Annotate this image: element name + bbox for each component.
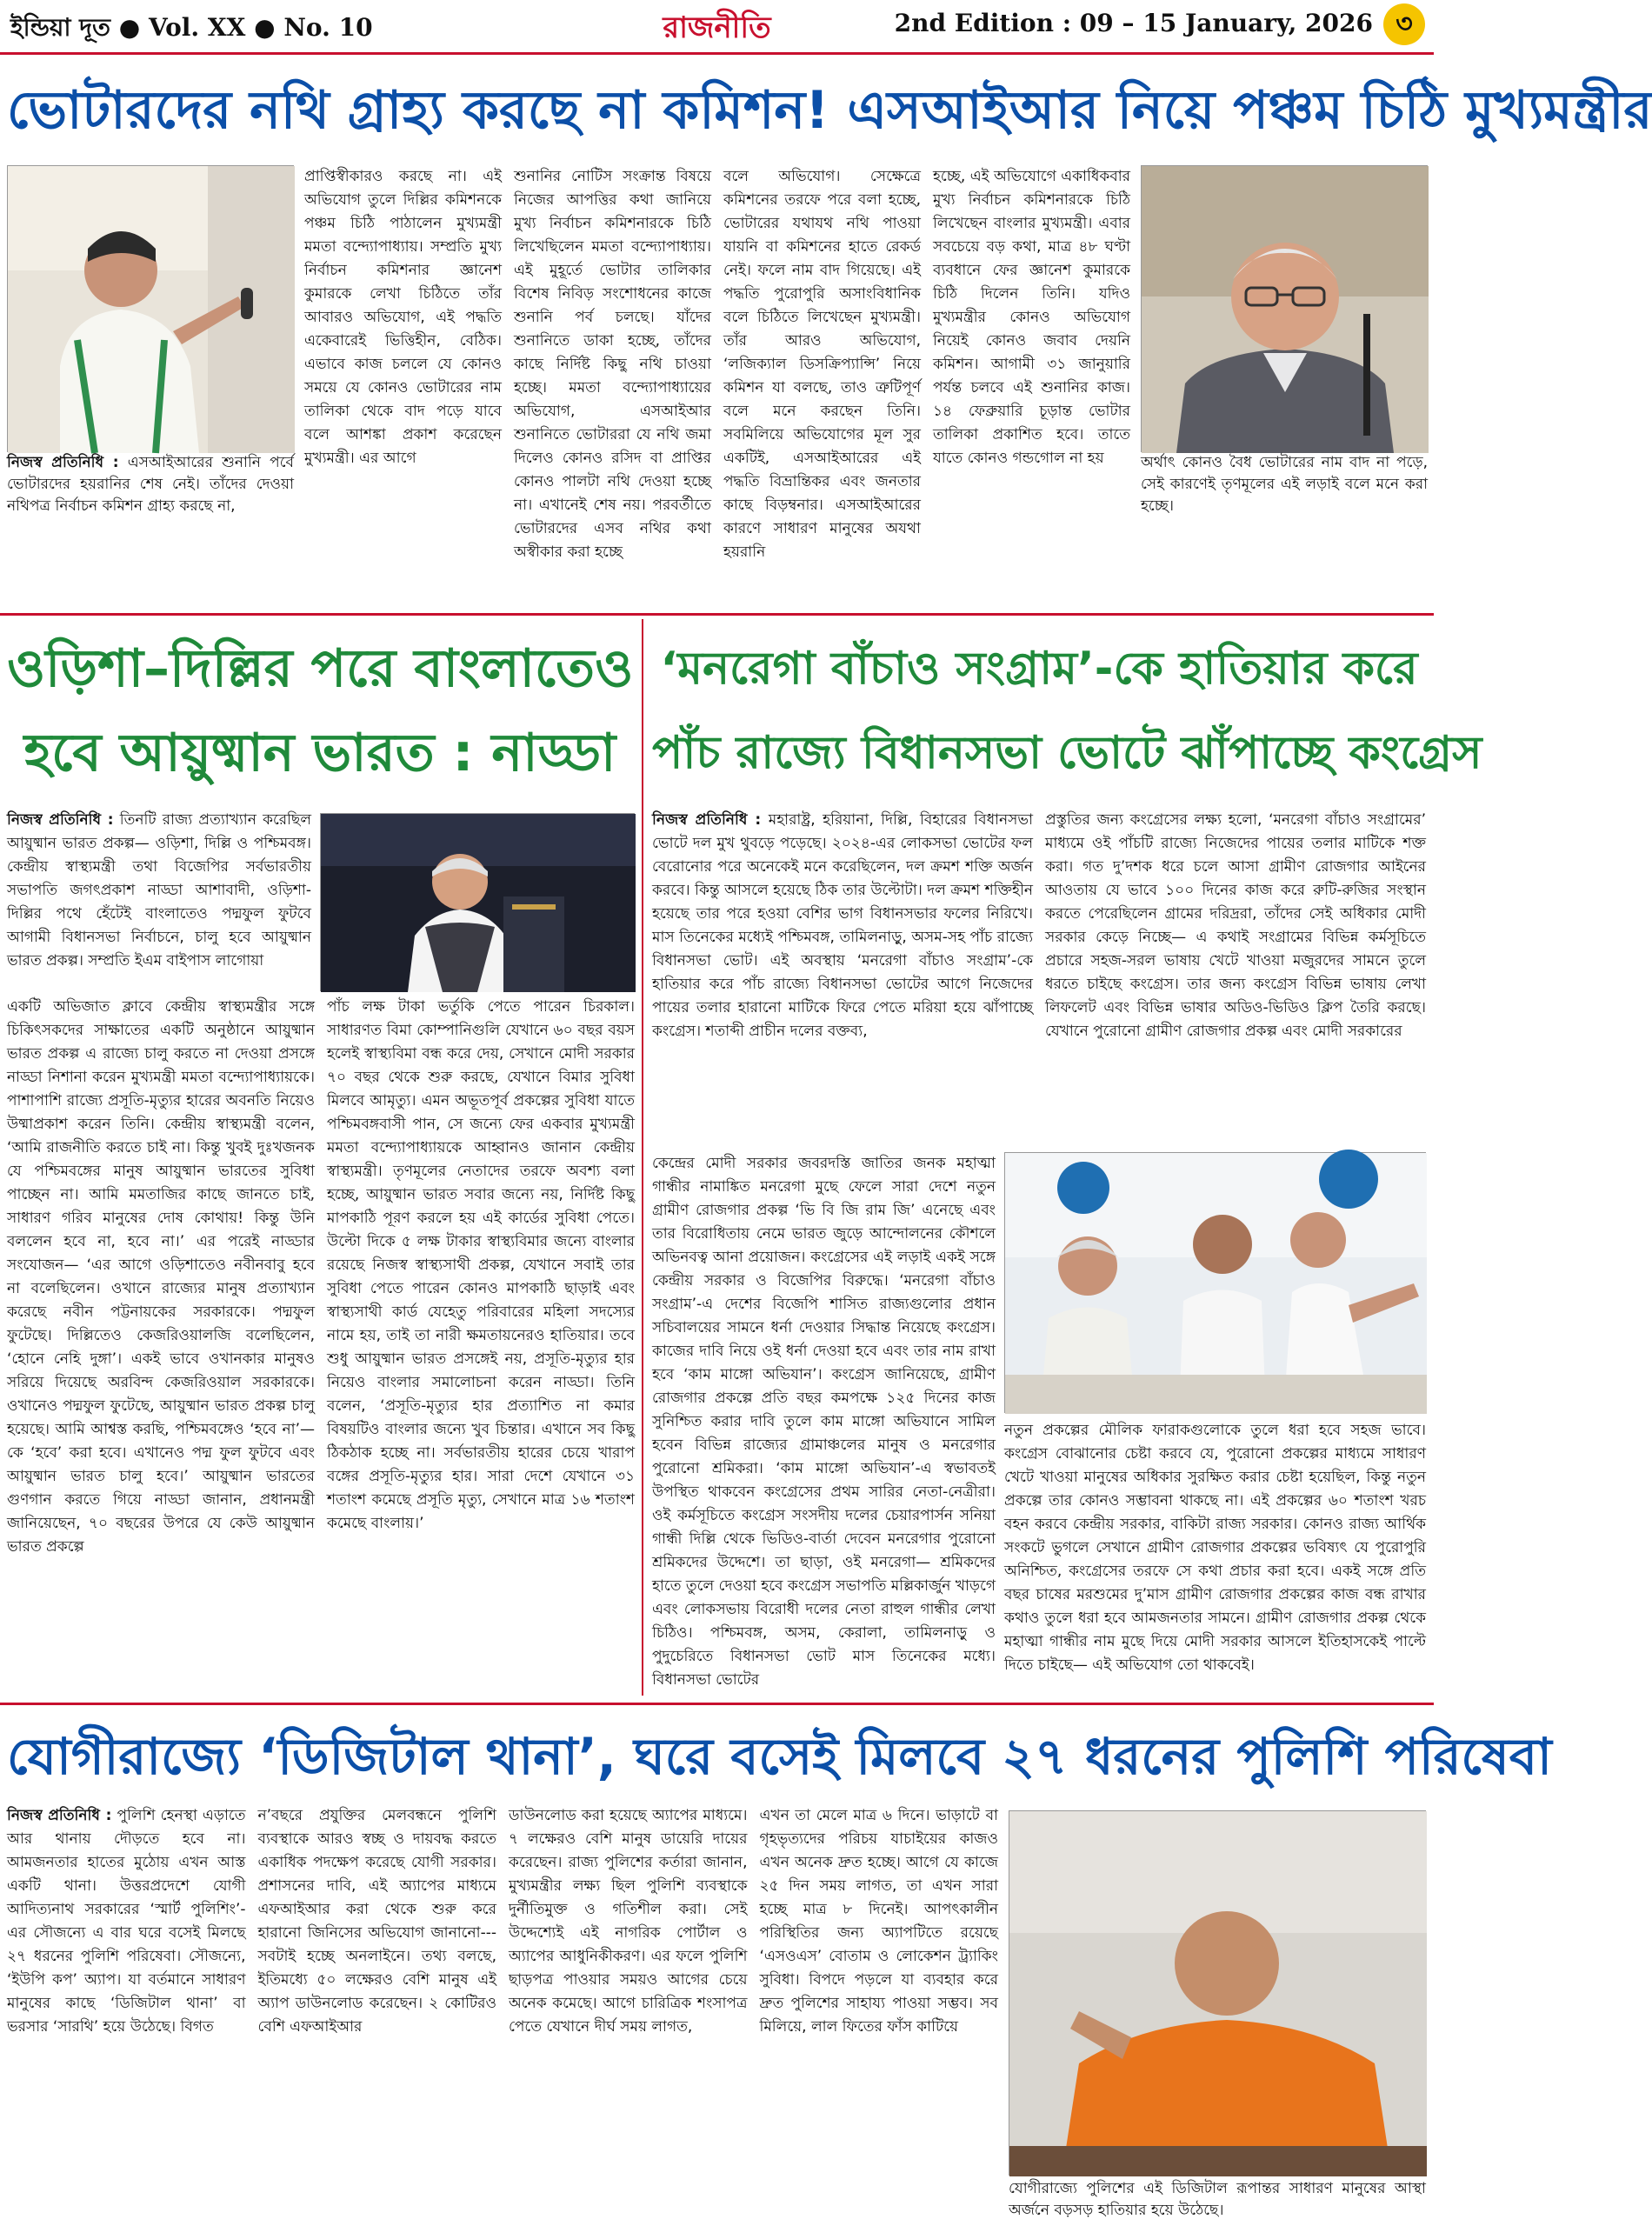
story3-lower-right [1004, 1419, 1426, 1696]
story3-lower-col2: নতুন প্রকল্পের মৌলিক ফারাকগুলোকে তুলে ধরা হবে সহজ ভাবে। কংগ্রেস বোঝানোর চেষ্টা করবে যে, পুরোনো প্রকল্পের মাধ্যমে সাধারণ খেটে খাওয়া মানুষের অধিকার সুরক্ষিত করার চেষ্টা হয়েছিল, কিন্তু নতুন প্রকল্পে তার কোনও সম্ভাবনা থাকছে না। এই প্রকল্পের ৬০ শতাংশ খরচ বহন করবে কেন্দ্রীয় সরকার, বাকিটা রাজ্য সরকার। কোনও রাজ্য আর্থিক সংকটে ভুগলে সেখানে গ্রামীণ রোজগার প্রকল্পের ভবিষ্যৎ যে পুরোপুরি অনিশ্চিত, কংগ্রেসের তরফে সে কথা প্রচার করা হবে। একই সঙ্গে প্রতি বছর চাষের মরশুমের দু’মাস গ্রামীণ রোজগার প্রকল্পের কাজ বন্ধ রাখার কথাও তুলে ধরা হবে আমজনতার সামনে। গ্রামীণ রোজগার প্রকল্প থেকে মহাত্মা গান্ধীর নাম মুছে দিয়ে মোদী সরকার আসলে ইতিহাসকেই পাল্টে দিতে চাইছে— এই অভিযোগ তো থাকবেই। [1004, 1422, 1426, 1674]
story1-lead: এসআইআরের শুনানি পর্বে ভোটারদের হয়রানির শেষ নেই। তাঁদের দেওয়া নথিপত্র নির্বাচন কমিশন গ্রাহ্য করছে না, [7, 454, 294, 515]
story2-headline-line1: ওড়িশা–দিল্লির পরে বাংলাতেও [7, 638, 634, 699]
story1-col1-text: প্রাপ্তিস্বীকারও করছে না। এই অভিযোগ তুলে দিল্লির কমিশনকে পঞ্চম চিঠি পাঠালেন মুখ্যমন্ত্রী মমতা বন্দ্যোপাধ্যায়। সম্প্রতি মুখ্য নির্বাচন কমিশনার জ্ঞানেশ কুমারকে লেখা চিঠিতে তাঁর আবারও অভিযোগ, এই পদ্ধতি একেবারেই ভিত্তিহীন, বেঠিক। এভাবে কাজ চললে যে [304, 168, 502, 373]
congress-leaders-photo-illustration [1005, 1153, 1427, 1414]
story1-columns [304, 165, 1130, 600]
story2-intro [7, 809, 311, 991]
story4-headline: যোগীরাজ্যে ‘ডিজিটাল থানা’, ঘরে বসেই মিলবে ২৭ ধরনের পুলিশি পরিষেবা [7, 1727, 1552, 1786]
story1-bottom-right: অর্থাৎ কোনও বৈধ ভোটারের নাম বাদ না পড়ে, সেই কারণেই তৃণমূলের এই লড়াই বলে মনে করা হচ্ছে। [1141, 454, 1428, 515]
masthead-rule [0, 52, 1434, 55]
story4-col1-text: পুলিশি হেনস্থা এড়াতে আর থানায় দৌড়তে হবে না। আমজনতার হাতের মুঠোয় এখন আস্ত একটি থানা। উত্তরপ্রদেশে যোগী আদিত্যনাথ সরকারের ‘স্মার্ট পুলিশিং’-এর সৌজন্যে এ বার ঘরে বসেই মিলছে ২৭ ধরনের পুলিশি পরিষেবা। সৌজন্যে, ‘ইউপি কপ’ অ্যাপ। যা বর্তমানে সাধারণ মানুষের কাছে ‘ডিজিটাল থানা’ বা ভরসার ‘সারথি’ হয়ে উঠেছে। বিগত [7, 1807, 246, 2036]
nadda-photo [320, 813, 635, 991]
story3-lower-left [652, 1152, 996, 1696]
page-number-badge: ৩ [1383, 3, 1425, 45]
story1-headline: ভোটারদের নথি গ্রাহ্য করছে না কমিশন! এসআইআর নিয়ে পঞ্চম চিঠি মুখ্যমন্ত্রীর [7, 80, 1652, 141]
center-column-rule [642, 619, 643, 1696]
story1-col1-tail: কোনও সময়ে যে কোনও ভোটারের নাম তালিকা থেকে বাদ পড়ে যাবে বলে আশঙ্কা প্রকাশ করেছেন মুখ্যমন্ত্রী। এর আগে [304, 356, 502, 467]
story2-headline-line2: হবে আয়ুষ্মান ভারত : নাড্ডা [23, 723, 616, 783]
story3-headline-line2: পাঁচ রাজ্যে বিধানসভা ভোটে ঝাঁপাচ্ছে কংগ্রেস [652, 727, 1482, 779]
yogi-adityanath-photo [1009, 1810, 1426, 2176]
story4-caption-right: অর্জনে বড়সড় হাতিয়ার হয়ে উঠেছে। [1009, 2202, 1224, 2219]
story2-byline: নিজস্ব প্রতিনিধি : [7, 811, 114, 829]
paper-name: ইন্ডিয়া দূত [10, 13, 111, 42]
story2-col2: পাঁচ লক্ষ টাকা ভর্তুকি পেতে পারেন চিরকাল। সাধারণত বিমা কোম্পানিগুলি যেখানে ৬০ বছর বয়স হলেই স্বাস্থ্যবিমা বন্ধ করে দেয়, সেখানে মোদী সরকার ৭০ বছর থেকে শুরু করছে, যেখানে বিমার সুবিধা মিলবে আমৃত্যু। এমন অভূতপূর্ব প্রকল্পের সুবিধা যাতে পশ্চিমবঙ্গবাসী পান, সে জন্যে ফের একবার মুখ্যমন্ত্রী মমতা বন্দ্যোপাধ্যায়কে আহ্বানও জানান কেন্দ্রীয় স্বাস্থ্যমন্ত্রী। তৃণমূলের নেতাদের তরফে অবশ্য বলা হচ্ছে, আয়ুষ্মান ভারত সবার জন্যে নয়, নির্দিষ্ট কিছু মাপকাঠি পূরণ করলে হয় এই কার্ডের সুবিধা পেতে। উল্টো দিকে ৫ লক্ষ টাকার স্বাস্থ্যবিমার জন্যে বাংলার রয়েছে নিজস্ব স্বাস্থ্যসাথী প্রকল্প, যেখানে সবাই তার সুবিধা পেতে পারেন কোনও মাপকাঠি ছাড়াই এবং স্বাস্থ্যসাথী কার্ড যেহেতু পরিবারের মহিলা সদস্যের নামে হয়, তাই তা নারী ক্ষমতায়নেরও হাতিয়ার। তবে শুধু আয়ুষ্মান ভারত প্রসঙ্গেই নয়, প্রসূতি-মৃত্যুর হার নিয়েও বাংলার সমালোচনা করেন নাড্ডা। তিনি বলেন, ‘প্রসূতি-মৃত্যুর হার প্রত্যাশিত না কমার বিষয়টিও বাংলার জন্যে খুব চিন্তার। এখানে সব কিছু ঠিকঠাক হচ্ছে না। সর্বভারতীয় হারের চেয়ে খারাপ বঙ্গের প্রসূতি-মৃত্যুর হার। সারা দেশে যেখানে ৩১ শতাংশ কমেছে প্রসূতি মৃত্যু, সেখানে মাত্র ১৬ শতাংশ কমেছে বাংলায়।’ [327, 998, 635, 1532]
story2-col1: একটি অভিজাত ক্লাবে কেন্দ্রীয় স্বাস্থ্যমন্ত্রীর সঙ্গে চিকিৎসকদের সাক্ষাতের একটি অনুষ্ঠানে আয়ুষ্মান ভারত প্রকল্প এ রাজ্যে চালু করতে না দেওয়া প্রসঙ্গে নাড্ডা নিশানা করেন মুখ্যমন্ত্রী মমতা বন্দ্যোপাধ্যায়কে। পাশাপাশি রাজ্যে প্রসূতি-মৃত্যুর হারের অবনতি নিয়েও উষ্মাপ্রকাশ করেন তিনি। কেন্দ্রীয় স্বাস্থ্যমন্ত্রী বলেন, ‘আমি রাজনীতি করতে চাই না। কিন্তু খুবই দুঃখজনক যে পশ্চিমবঙ্গের মানুষ আয়ুষ্মান ভারতের সুবিধা পাচ্ছেন না। আমি মমতাজির কাছে জানতে চাই, সাধারণ গরিব মানুষের দোষ কোথায়! কিন্তু উনি বললেন হবে না, হবে না।’ এর পরেই নাড্ডার সংযোজন— ‘এর আগে ওড়িশাতেও নবীনবাবু হবে না বলেছিলেন। ওখানে রাজ্যের মানুষ প্রত্যাখ্যান করেছে নবীন পট্টনায়কের সরকারকে। পদ্মফুল ফুটেছে। দিল্লিতেও কেজরিওয়ালজি বলেছিলেন, ‘হোনে নেহি দুঙ্গা’। একই ভাবে ওখানকার মানুষও সরিয়ে দিয়েছে অরবিন্দ কেজরিওয়াল সরকারকে। ওখানেও পদ্মফুল ফুটেছে, আয়ুষ্মান ভারত প্রকল্প চালু হয়েছে। আমি আশ্বস্ত করছি, পশ্চিমবঙ্গেও ‘হবে না’— কে ‘হবে’ করা হবে। এখানেও পদ্ম ফুল ফুটবে এবং আয়ুষ্মান ভারত চালু হবে।’ আয়ুষ্মান ভারতের গুণগান করতে গিয়ে নাড্ডা জানান, প্রধানমন্ত্রী জানিয়েছেন, ৭০ বছরের উপরে যে কেউ আয়ুষ্মান ভারত প্রকল্পে [7, 998, 315, 1556]
story2-intro-text: তিনটি রাজ্য প্রত্যাখ্যান করেছিল আয়ুষ্মান ভারত প্রকল্প— ওড়িশা, দিল্লি ও পশ্চিমবঙ্গ। কেন্দ্রীয় স্বাস্থ্যমন্ত্রী তথা বিজেপির সর্বভারতীয় সভাপতি জগৎপ্রকাশ নাড্ডা আশাবাদী, ওড়িশা-দিল্লির পথে হেঁটেই বাংলাতেও পদ্মফুল ফুটবে আগামী বিধানসভা নির্বাচনে, চালু হবে আয়ুষ্মান ভারত প্রকল্প। সম্প্রতি ইএম বাইপাস লাগোয়া [7, 811, 311, 970]
story4-col3: ডাউনলোড করা হয়েছে অ্যাপের মাধ্যমে। ৭ লক্ষেরও বেশি মানুষ ডায়েরি দায়ের করেছেন। রাজ্য পুলিশের কর্তারা জানান, মুখ্যমন্ত্রীর লক্ষ্য ছিল পুলিশি ব্যবস্থাকে দুর্নীতিমুক্ত ও গতিশীল করা। সেই উদ্দেশ্যেই এই নাগরিক পোর্টাল ও অ্যাপের আধুনিকীকরণ। এর ফলে পুলিশি ছাড়পত্র পাওয়ার সময়ও আগের চেয়ে অনেক কমেছে। আগে চারিত্রিক শংসাপত্র পেতে যেখানে দীর্ঘ সময় লাগত, [509, 1807, 748, 2036]
bullet-separator: ● [118, 13, 149, 42]
congress-leaders-photo [1004, 1152, 1426, 1413]
yogi-adityanath-photo-illustration [1009, 1811, 1427, 2176]
story1-bottom-left [7, 452, 294, 600]
story3-lower-col1: কেন্দ্রের মোদী সরকার জবরদস্তি জাতির জনক মহাত্মা গান্ধীর নামাঙ্কিত মনরেগা মুছে ফেলে সারা দেশে নতুন গ্রামীণ রোজগার প্রকল্প ‘ভি বি জি রাম জি’ এনেছে এবং তার বিরোধিতায় নেমে ভারত জুড়ে আন্দোলনের কৌশলে অভিনবত্ব আনা প্রয়োজন। কংগ্রেসের এই লড়াই একই সঙ্গে কেন্দ্রীয় সরকার ও বিজেপির বিরুদ্ধে। ‘মনরেগা বাঁচাও সংগ্রাম’-এ দেশের বিজেপি শাসিত রাজ্যগুলোর প্রধান সচিবালয়ের সামনে ধর্না দেওয়ার সিদ্ধান্ত নিয়েছে কংগ্রেস। কাজের দাবি নিয়ে ওই ধর্না দেওয়া হবে এবং তার নাম রাখা হবে ‘কাম মাঙ্গো অভিযান’। কংগ্রেস জানিয়েছে, গ্রামীণ রোজগার প্রকল্পে প্রতি বছর কমপক্ষে ১২৫ দিনের কাজ সুনিশ্চিত করার দাবি তুলে কাম মাঙ্গো অভিযানে সামিল হবেন বিভিন্ন রাজ্যের গ্রামাঞ্চলের মানুষ ও মনরেগার পুরোনো শ্রমিকরা। ‘কাম মাঙ্গো অভিযান’-এ স্বভাবতই উপস্থিত থাকবেন কংগ্রেসের প্রথম সারির নেতা-নেত্রীরা। ওই কর্মসূচিতে কংগ্রেস সংসদীয় দলের চেয়ারপার্সন সনিয়া গান্ধী দিল্লি থেকে ভিডিও-বার্তা দেবেন মনরেগার পুরোনো শ্রমিকদের উদ্দেশে। তা ছাড়া, ওই মনরেগা— শ্রমিকদের হাতে তুলে দেওয়া হবে কংগ্রেস সভাপতি মল্লিকার্জুন খাড়গে এবং লোকসভায় বিরোধী দলের নেতা রাহুল গান্ধীর লেখা চিঠিও। পশ্চিমবঙ্গ, অসম, কেরালা, তামিলনাড়ু ও পুদুচেরিতে বিধানসভা ভোট মাস তিনেকের মধ্যে। বিধানসভা ভোটের [652, 1155, 996, 1689]
bullet-separator: ● [254, 13, 284, 42]
story4-byline: নিজস্ব প্রতিনিধি : [7, 1807, 112, 1824]
edition-date: 2nd Edition : 09 – 15 January, 2026 [894, 9, 1373, 37]
mamata-photo [7, 165, 294, 452]
story4-photo-caption [1009, 2178, 1426, 2222]
story4-col2: ন’বছরে প্রযুক্তির মেলবন্ধনে পুলিশি ব্যবস্থাকে আরও স্বচ্ছ ও দায়বদ্ধ করতে একাধিক পদক্ষেপ করেছে যোগী সরকার। প্রশাসনের দাবি, এই অ্যাপের মাধ্যমে এফআইআর করা থেকে শুরু করে হারানো জিনিসের অভিযোগ জানানো--- সবটাই হচ্ছে অনলাইনে। তথ্য বলছে, ইতিমধ্যে ৫০ লক্ষেরও বেশি মানুষ এই অ্যাপ ডাউনলোড করেছেন। ২ কোটিরও বেশি এফআইআর [257, 1807, 496, 2036]
gyanesh-kumar-photo-illustration [1142, 166, 1429, 453]
masthead [0, 0, 1434, 50]
story1-byline: নিজস্ব প্রতিনিধি : [7, 454, 119, 471]
gyanesh-kumar-photo [1141, 165, 1428, 452]
issue-number: No. 10 [283, 13, 373, 42]
story3-col1 [652, 809, 1033, 1152]
story1-bottom-rule [0, 613, 1434, 616]
story3-byline: নিজস্ব প্রতিনিধি : [652, 811, 762, 829]
story4-caption-left: যোগীরাজ্যে পুলিশের এই ডিজিটাল রূপান্তর সাধারণ মানুষের আস্থা [1009, 2180, 1426, 2197]
story1-col4: হচ্ছে, এই অভিযোগে একাধিকবার মুখ্য নির্বাচন কমিশনারকে চিঠি লিখেছেন বাংলার মুখ্যমন্ত্রী। এবার সবচেয়ে বড় কথা, মাত্র ৪৮ ঘণ্টা ব্যবধানে ফের জ্ঞানেশ কুমারকে চিঠি দিলেন তিনি। যদিও মুখ্যমন্ত্রীর কোনও অভিযোগ নিয়েই কোনও জবাব দেয়নি কমিশন। আগামী ৩১ জানুয়ারি পর্যন্ত চলবে এই শুনানির কাজ। ১৪ ফেব্রুয়ারি চূড়ান্ত ভোটার তালিকা প্রকাশিত হবে। তাতে যাতে কোনও গন্ডগোল না হয় [933, 168, 1130, 467]
story3-upper-columns [652, 809, 1426, 1152]
nadda-photo-illustration [321, 814, 636, 992]
story1-col2: শুনানির নোটিস সংক্রান্ত বিষয়ে নিজের আপত্তির কথা জানিয়ে মুখ্য নির্বাচন কমিশনারকে চিঠি লিখেছিলেন মমতা বন্দ্যোপাধ্যায়। এই মুহূর্তে ভোটার তালিকার বিশেষ নিবিড় সংশোধনের কাজে শুনানি পর্ব চলছে। যাঁদের শুনানিতে ডাকা হচ্ছে, তাঁদের কাছে নির্দিষ্ট কিছু নথি চাওয়া হচ্ছে। মমতা বন্দ্যোপাধ্যায়ের অভিযোগ, এসআইআর শুনানিতে ভোটাররা যে নথি জমা দিলেও কোনও রসিদ বা প্রাপ্তির কোনও পালটা নথি দেওয়া হচ্ছে না। এখানেই শেষ নয়। পরবর্তীতে ভোটারদের এসব নথির কথা অস্বীকার করা হচ্ছে [514, 168, 711, 561]
story3-bottom-rule [0, 1703, 1434, 1705]
story4-columns [7, 1804, 998, 2222]
story3-col1-text: মহারাষ্ট্র, হরিয়ানা, দিল্লি, বিহারের বিধানসভা ভোটে দল মুখ থুবড়ে পড়েছে। ২০২৪-এর লোকসভা ভোটের ফল বেরোনোর পরে অনেকেই মনে করেছিলেন, দল ক্রমশ শক্তি অর্জন করবে। কিন্তু আসলে হয়েছে ঠিক তার উল্টোটা। দল ক্রমশ শক্তিহীন হয়েছে তার পরে হওয়া বেশির ভাগ বিধানসভার ফলের নিরিখে। মাস তিনেকের মধ্যেই পশ্চিমবঙ্গ, তামিলনাড়ু, অসম-সহ পাঁচ রাজ্যে বিধানসভা ভোট। এই অবস্থায় ‘মনরেগা বাঁচাও সংগ্রাম’-কে হাতিয়ার করে পাঁচ রাজ্যে বিধানসভা ভোটের আগে নিজেদের পায়ের তলার হারানো মাটিকে ফিরে পেতে মরিয়া হয়ে ঝাঁপাচ্ছে কংগ্রেস। শতাব্দী প্রাচীন দলের বক্তব্য, [652, 811, 1034, 1040]
story1-col1 [304, 165, 502, 600]
story1-col3: বলে অভিযোগ। সেক্ষেত্রে কমিশনের তরফে পরে বলা হচ্ছে, ভোটারের যথাযথ নথি পাওয়া যায়নি বা কমিশনের হাতে রেকর্ড নেই। ফলে নাম বাদ গিয়েছে। এই পদ্ধতি পুরোপুরি অসাংবিধানিক বলে চিঠিতে লিখেছেন মুখ্যমন্ত্রী। তাঁর আরও অভিযোগ, ‘লজিক্যাল ডিসক্রিপ্যান্সি’ নিয়ে কমিশন যা বলছে, তাও ত্রুটিপূর্ণ বলে মনে করছেন তিনি। সবমিলিয়ে অভিযোগের মূল সুর একটিই, এসআইআরের এই পদ্ধতি বিভ্রান্তিকর এবং জনতার কাছে বিড়ম্বনার। এসআইআরের কারণে সাধারণ মানুষের অযথা হয়রানি [723, 168, 921, 561]
story2-columns [7, 996, 635, 1696]
story3-col2: প্রস্তুতির জন্য কংগ্রেসের লক্ষ্য হলো, ‘মনরেগা বাঁচাও সংগ্রামের’ মাধ্যমে ওই পাঁচটি রাজ্যে নিজেদের পায়ের তলার মাটিকে শক্ত করা। গত দু’দশক ধরে চলে আসা গ্রামীণ রোজগার আইনের আওতায় যে ভাবে ১০০ দিনের কাজ করে রুটি-রুজির সংস্থান করতে পেরেছিলেন গ্রামের দরিদ্ররা, তাঁদের সেই অধিকার মোদী সরকার কেড়ে নিচ্ছে— এ কথাই সংগ্রামের বিভিন্ন কর্মসূচিতে প্রচারে সহজ-সরল ভাষায় খেটে খাওয়া মজুরদের সামনে তুলে ধরতে চাইছে কংগ্রেস। তার জন্য কংগ্রেস বিভিন্ন ভাষায় লেখা লিফলেট এবং বিভিন্ন ভাষার অডিও-ভিডিও ক্লিপ তৈরি করছে। যেখানে পুরোনো গ্রামীণ রোজগার প্রকল্প এবং মোদী সরকারের [1045, 811, 1426, 1040]
volume: Vol. XX [148, 13, 246, 42]
section-title: রাজনীতি [663, 10, 771, 45]
story4-col4: এখন তা মেলে মাত্র ৬ দিনে। ভাড়াটে বা গৃহভৃত্যদের পরিচয় যাচাইয়ের কাজও এখন অনেক দ্রুত হচ্ছে। আগে যে কাজে ২৫ দিন সময় লাগত, তা এখন সারা হচ্ছে মাত্র ৮ দিনেই। আপৎকালীন পরিস্থিতির জন্য অ্যাপটিতে রয়েছে ‘এসওএস’ বোতাম ও লোকেশন ট্র্যাকিং সুবিধা। বিপদে পড়লে যা ব্যবহার করে দ্রুত পুলিশের সাহায্য পাওয়া সম্ভব। সব মিলিয়ে, লাল ফিতের ফাঁস কাটিয়ে [759, 1807, 998, 2036]
story3-headline-line1: ‘মনরেগা বাঁচাও সংগ্রাম’-কে হাতিয়ার করে [660, 643, 1418, 695]
story4-col1 [7, 1804, 246, 2222]
mamata-photo-illustration [8, 166, 295, 453]
